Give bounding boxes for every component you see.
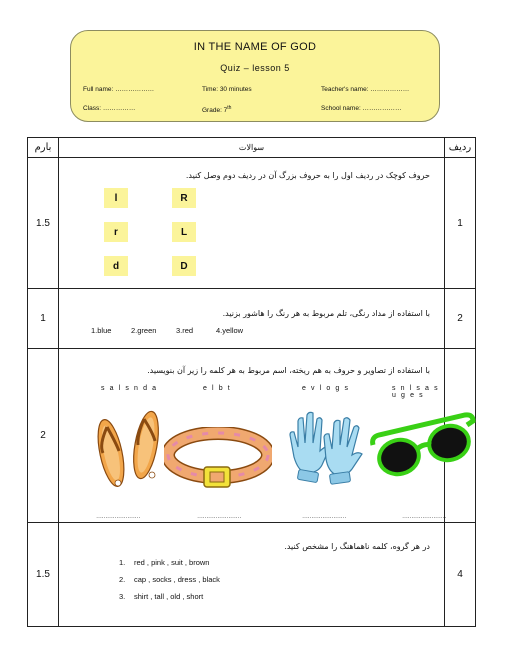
question-row-4	[28, 523, 476, 627]
capital-letter-box: L	[172, 222, 196, 242]
scrambled-word: e v l o g s	[302, 385, 350, 392]
score-column-header: بارم	[28, 138, 59, 158]
list-item: 3. shirt , tall , old , short	[119, 592, 204, 601]
q1-content	[59, 158, 445, 289]
q4-score: 1.5	[28, 523, 59, 627]
sunglasses-picture	[369, 409, 477, 489]
question-row-2	[28, 289, 476, 349]
grade-text: Grade: 7	[202, 107, 228, 115]
school-field: School name: ………………	[321, 105, 402, 112]
sandals-picture	[94, 405, 164, 495]
full-name-field: Full name: ………………	[83, 86, 155, 93]
teacher-field: Teacher's name: ………………	[321, 86, 410, 93]
scrambled-word: s a l s n d a	[101, 385, 158, 392]
answer-blank[interactable]: ……………………	[302, 514, 346, 520]
q2-score: 1	[28, 289, 59, 349]
grade-suffix: th	[227, 105, 232, 111]
q3-content	[59, 349, 445, 523]
capital-letter-box: R	[172, 188, 196, 208]
q4-content	[59, 523, 445, 627]
color-option: 1.blue	[91, 326, 112, 335]
scrambled-word: e l b t	[203, 385, 232, 392]
answer-blank[interactable]: ……………………	[197, 514, 241, 520]
small-letter-box: l	[104, 188, 128, 208]
answer-blank[interactable]: ……………………	[402, 514, 446, 520]
questions-column-header: سوالات	[59, 138, 445, 158]
answer-blank[interactable]: ……………………	[96, 514, 140, 520]
color-option: 2.green	[131, 326, 157, 335]
capital-letter-box: D	[172, 256, 196, 276]
q3-instruction: با استفاده از تصاویر و حروف به هم ریخته، اسم مربوط به هر کلمه را زیر آن بنویسید.	[147, 366, 430, 375]
question-row-1	[28, 158, 476, 289]
grade-field	[202, 105, 231, 114]
time-field: Time: 30 minutes	[202, 86, 252, 93]
q2-content	[59, 289, 445, 349]
q4-instruction: در هر گروه، کلمه ناهماهنگ را مشخص کنید.	[284, 542, 430, 551]
table-header-row	[28, 138, 476, 158]
q4-number: 4	[445, 523, 476, 627]
questions-table	[27, 137, 476, 627]
q1-number: 1	[445, 158, 476, 289]
question-row-3	[28, 349, 476, 523]
q1-instruction: حروف کوچک در ردیف اول را به حروف بزرگ آن در ردیف دوم وصل کنید.	[185, 171, 430, 180]
number-column-header: ردیف	[445, 138, 476, 158]
header-subtitle: Quiz – lesson 5	[220, 63, 290, 73]
small-letter-box: r	[104, 222, 128, 242]
list-item: 1. red , pink , suit , brown	[119, 558, 210, 567]
scrambled-word: s n l s a s u g e s	[392, 385, 440, 399]
list-item: 2. cap , socks , dress , black	[119, 575, 220, 584]
belt-picture	[164, 427, 272, 493]
q4-word-groups	[119, 554, 220, 605]
class-field: Class: ……………	[83, 105, 136, 112]
small-letter-box: d	[104, 256, 128, 276]
gloves-picture	[286, 407, 368, 493]
color-option: 3.red	[176, 326, 194, 335]
q2-number: 2	[445, 289, 476, 349]
color-option: 4.yellow	[216, 326, 244, 335]
q3-score: 2	[28, 349, 59, 523]
quiz-header	[70, 30, 440, 122]
q2-instruction: با استفاده از مداد رنگی، تلم مربوط به هر رنگ را هاشور بزنید.	[222, 309, 430, 318]
header-title: IN THE NAME OF GOD	[193, 41, 317, 53]
q1-score: 1.5	[28, 158, 59, 289]
